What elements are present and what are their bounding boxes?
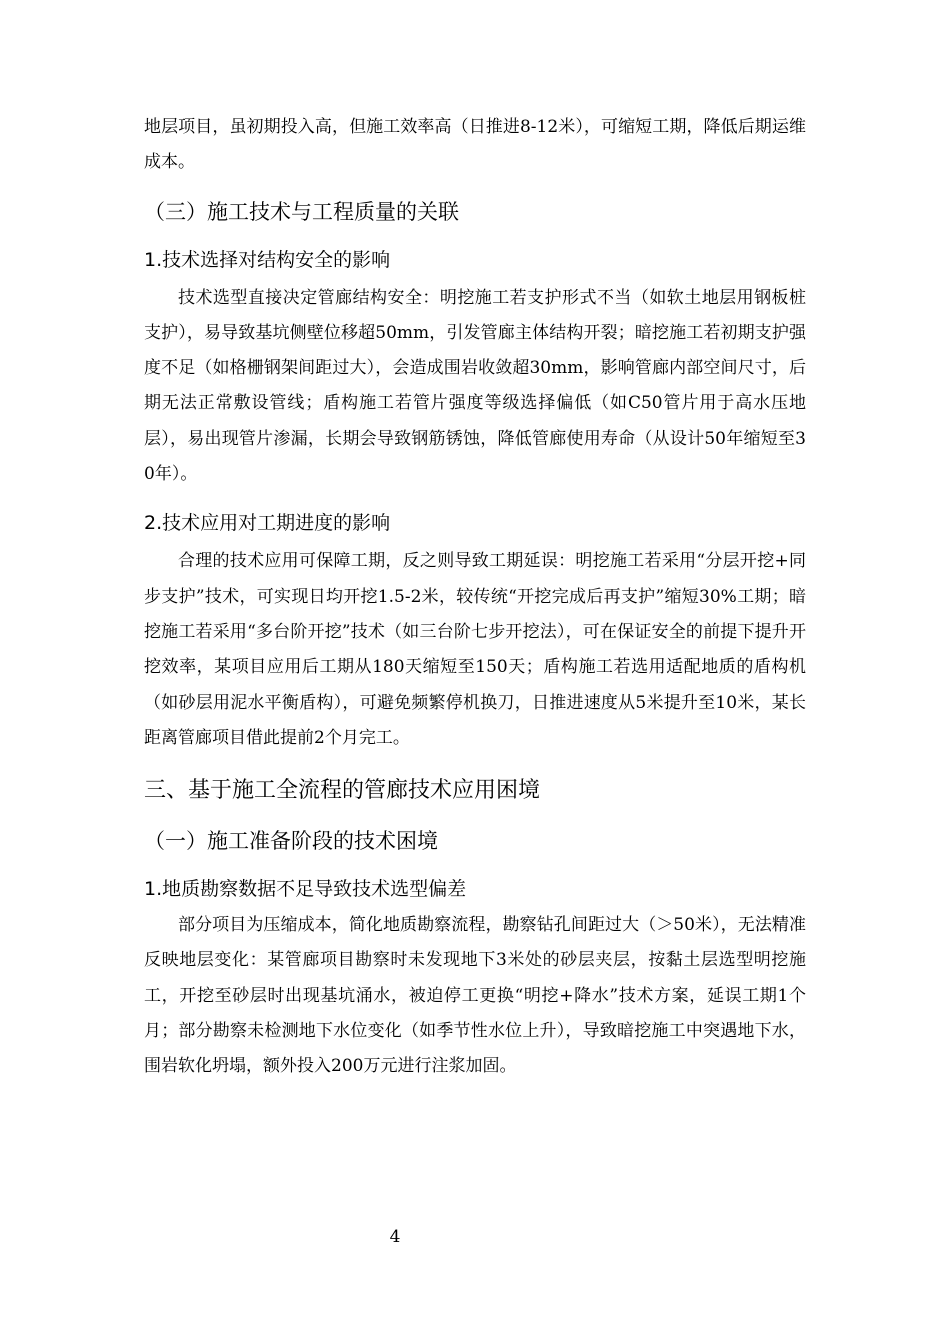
section-heading-preparation-stage: （一）施工准备阶段的技术困境 [144, 829, 438, 854]
paragraph-schedule-progress: 合理的技术应用可保障工期，反之则导致工期延误：明挖施工若采用“分层开挖+同步支护”技术，可实现日均开挖1.5-2米，较传统“开挖完成后再支护”缩短30%工期；暗挖施工若采用“多台阶开挖”技术（如三台阶七步开挖法），可在保证安全的前提下提升开挖效率，某项目应用后工期从180天缩短至150天；盾构施工若选用适配地质的盾构机（如砂层用泥水平衡盾构），可避免频繁停机换刀，日推进速度从5米提升至10米，某长距离管廊项目借此提前2个月完工。 [144, 551, 806, 748]
subheading-geological-survey: 1.地质勘察数据不足导致技术选型偏差 [144, 878, 467, 901]
paragraph-structural-safety: 技术选型直接决定管廊结构安全：明挖施工若支护形式不当（如软土地层用钢板桩支护），易导致基坑侧壁位移超50mm，引发管廊主体结构开裂；暗挖施工若初期支护强度不足（如格栅钢架间距过大），会造成围岩收敛超30mm，影响管廊内部空间尺寸，后期无法正常敷设管线；盾构施工若管片强度等级选择偏低（如C50管片用于高水压地层），易出现管片渗漏，长期会导致钢筋锈蚀，降低管廊使用寿命（从设计50年缩短至30年）。 [144, 287, 806, 485]
page-number: 4 [389, 1227, 401, 1247]
continuation-paragraph: 地层项目，虽初期投入高，但施工效率高（日推进8-12米），可缩短工期，降低后期运维成本。 [144, 117, 806, 173]
subheading-structural-safety: 1.技术选择对结构安全的影响 [144, 248, 391, 271]
page-content [144, 110, 806, 1085]
section-heading-technology-quality: （三）施工技术与工程质量的关联 [144, 199, 459, 224]
paragraph-geological-survey: 部分项目为压缩成本，简化地质勘察流程，勘察钻孔间距过大（＞50米），无法精准反映地层变化：某管廊项目勘察时未发现地下3米处的砂层夹层，按黏土层选型明挖施工，开挖至砂层时出现基坑涌水，被迫停工更换“明挖+降水”技术方案，延误工期1个月；部分勘察未检测地下水位变化（如季节性水位上升），导致暗挖施工中突遇地下水，围岩软化坍塌，额外投入200万元进行注浆加固。 [144, 915, 806, 1077]
chapter-heading-application-difficulties: 三、基于施工全流程的管廊技术应用困境 [144, 778, 541, 804]
subheading-schedule-progress: 2.技术应用对工期进度的影响 [144, 512, 391, 535]
